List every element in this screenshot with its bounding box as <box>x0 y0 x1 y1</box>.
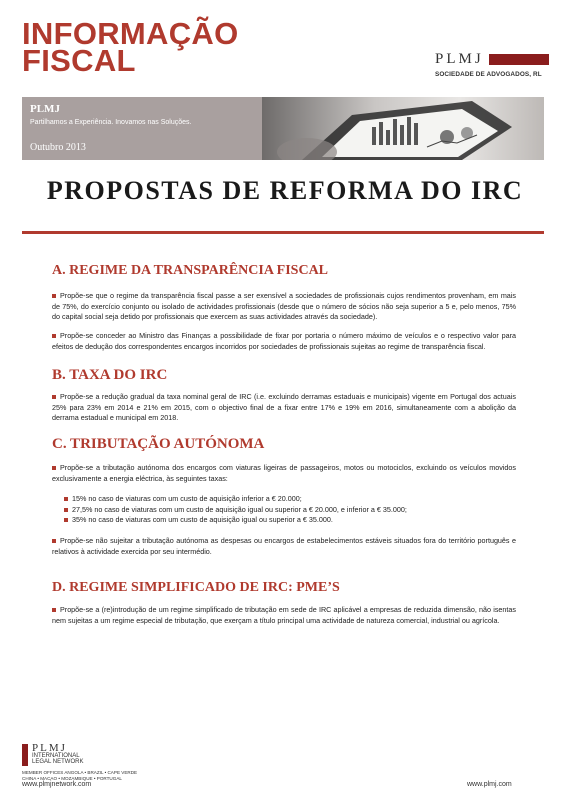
header-banner <box>22 97 544 160</box>
list-item: 27,5% no caso de viaturas com um custo de aquisição igual ou superior a € 20.000, e inferior a € 35.000; <box>64 505 504 516</box>
bullet-square-icon <box>64 497 68 501</box>
list-item: 35% no caso de viaturas com um custo de aquisição igual ou superior a € 35.000. <box>64 515 504 526</box>
section-b-paragraph-1: Propõe-se a redução gradual da taxa nominal geral de IRC (i.e. excluindo derramas estaduais e municipais) vigente em Portugal dos actuais 25% para 23% em 2014 e 21% em 2015, com o objectivo final de a fixar entre 17% e 19% em 2016, simultaneamente com a abolição da derrama estadual e municipal em 2018. <box>52 392 516 422</box>
bullet-square-icon <box>52 294 56 298</box>
publication-title-line1: INFORMAÇÃO <box>22 16 239 51</box>
logo-subtitle: SOCIEDADE DE ADVOGADOS, RL <box>435 71 542 78</box>
network-logo-bar-icon <box>22 744 28 766</box>
tablet-chart-icon <box>262 97 544 160</box>
issue-date: Outubro 2013 <box>30 142 86 153</box>
bullet-square-icon <box>52 334 56 338</box>
bullet-square-icon <box>64 518 68 522</box>
title-divider <box>22 231 544 234</box>
publication-title-line2: FISCAL <box>22 43 136 78</box>
logo-wordmark: PLMJ <box>435 51 484 67</box>
banner-text-panel <box>22 97 262 160</box>
banner-photo-tablet-chart <box>262 97 544 160</box>
bullet-square-icon <box>52 608 56 612</box>
section-a-paragraph-1: Propõe-se que o regime da transparência fiscal passe a ser exensível a sociedades de profissionais cujos rendimentos provenham, em mais de 75%, do exercício conjunto ou isolado de actividades profissionais (desde que o número de sócios não seja superior a 5 e, pelo menos, 75% do capital social seja detido por profissionais que exercem as suas actividades através da sociedade). <box>52 291 516 321</box>
tax-rate-list <box>64 494 504 526</box>
section-heading-d: D. REGIME SIMPLIFICADO DE IRC: PME’S <box>52 580 340 595</box>
section-heading-a: A. REGIME DA TRANSPARÊNCIA FISCAL <box>52 263 329 278</box>
logo-bar-icon <box>489 54 549 65</box>
section-c-paragraph-2: Propõe-se não sujeitar a tributação autónoma as despesas ou encargos de estabelecimentos estáveis situados fora do território português e relativos à actividade exercida por seu intermédio. <box>52 536 516 556</box>
section-c-paragraph-1: Propõe-se a tributação autónoma dos encargos com viaturas ligeiras de passageiros, motos ou motociclos, excluindo os veículos movidos exclusivamente a energia eléctrica, às seguintes taxas: <box>52 463 516 483</box>
bullet-square-icon <box>64 508 68 512</box>
bullet-square-icon <box>52 395 56 399</box>
network-website-link[interactable]: www.plmjnetwork.com <box>22 781 92 788</box>
section-heading-b: B. TAXA DO IRC <box>52 367 168 383</box>
member-offices: MEMBER OFFICES ANGOLA • BRAZIL • CAPE VERDE CHINA • MACAO • MOZAMBIQUE • PORTUGAL <box>22 770 138 781</box>
bullet-square-icon <box>52 466 56 470</box>
bullet-square-icon <box>52 539 56 543</box>
publication-title <box>22 16 239 78</box>
list-item: 15% no caso de viaturas com um custo de aquisição inferior a € 20.000; <box>64 494 504 505</box>
network-name: INTERNATIONAL LEGAL NETWORK <box>32 753 84 766</box>
section-heading-c: C. TRIBUTAÇÃO AUTÓNOMA <box>52 436 265 452</box>
network-logo-wordmark: PLMJ <box>32 742 67 754</box>
plmj-logo <box>435 50 547 78</box>
banner-brand: PLMJ <box>30 103 60 115</box>
banner-tagline: Partilhamos a Experiência. Inovamos nas Soluções. <box>30 119 192 126</box>
section-d-paragraph-1: Propõe-se a (re)introdução de um regime simplificado de tributação em sede de IRC aplicável a empresas de reduzida dimensão, não isentas nem sujeitas a um regime especial de tributação, que exerçam a título principal uma actividade de natureza comercial, industrial ou agrícola. <box>52 605 516 625</box>
section-a-paragraph-2: Propõe-se conceder ao Ministro das Finanças a possibilidade de fixar por portaria o número máximo de veículos e o respectivo valor para efeitos de dedução dos correspondentes encargos incorridos por sociedades de profissionais sujeitas ao regime de transparência fiscal. <box>52 331 516 351</box>
page-title: PROPOSTAS DE REFORMA DO IRC <box>46 176 524 205</box>
plmj-website-link[interactable]: www.plmj.com <box>467 781 512 788</box>
